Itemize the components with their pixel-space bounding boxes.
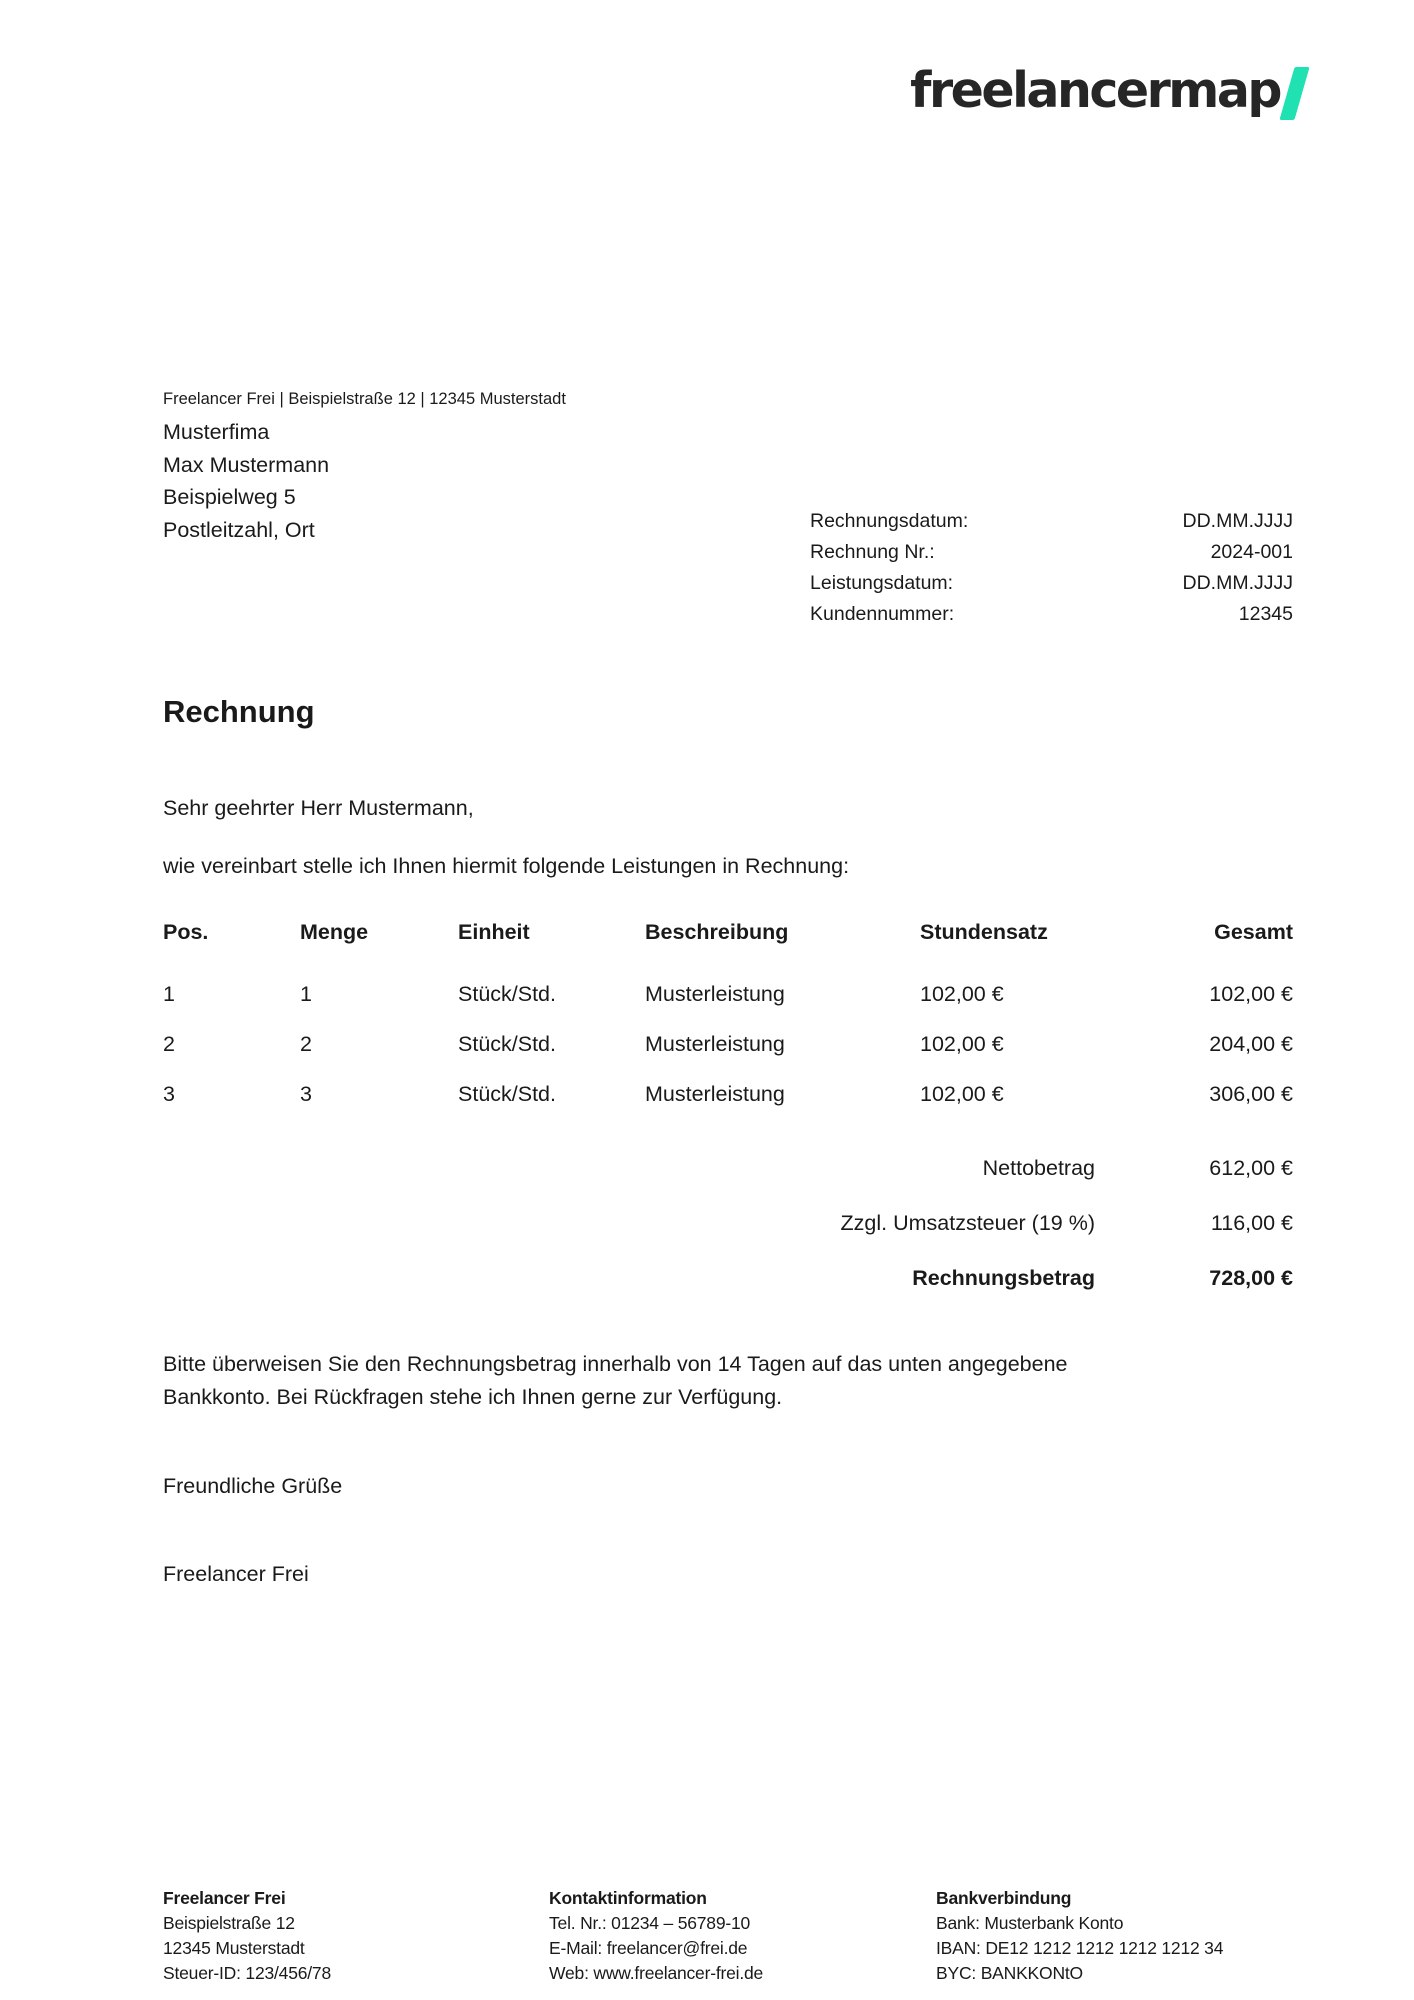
invoice-meta — [810, 510, 1293, 634]
table-cell: 1 — [300, 982, 312, 1006]
total-label: Nettobetrag — [982, 1156, 1095, 1180]
payment-note — [163, 1348, 1068, 1413]
total-value: 116,00 € — [1210, 1211, 1293, 1235]
table-cell: 102,00 € — [1209, 982, 1293, 1006]
meta-row — [810, 572, 1293, 603]
table-cell: 2 — [163, 1032, 175, 1056]
footer-line: E-Mail: freelancer@frei.de — [549, 1938, 748, 1958]
footer-column — [163, 1886, 549, 1986]
table-header-row — [163, 920, 1293, 945]
table-row — [163, 1082, 1293, 1107]
greeting-line: Sehr geehrter Herr Mustermann, — [163, 796, 474, 820]
total-label: Rechnungsbetrag — [912, 1266, 1095, 1290]
table-cell: 1 — [163, 982, 175, 1006]
table-header-cell: Pos. — [163, 920, 209, 944]
total-label: Zzgl. Umsatzsteuer (19 %) — [840, 1211, 1095, 1235]
table-header-cell: Menge — [300, 920, 369, 944]
meta-row — [810, 603, 1293, 634]
meta-label: Rechnungsdatum: — [810, 510, 969, 532]
table-cell: Musterleistung — [645, 1032, 785, 1056]
table-row — [163, 1032, 1293, 1057]
table-cell: 3 — [163, 1082, 175, 1106]
footer-line: Tel. Nr.: 01234 – 56789-10 — [549, 1913, 751, 1933]
meta-value: DD.MM.JJJJ — [1182, 510, 1293, 532]
total-row — [163, 1156, 1293, 1181]
table-cell: 204,00 € — [1209, 1032, 1293, 1056]
sender-return-line: Freelancer Frei | Beispielstraße 12 | 12345 Musterstadt — [163, 390, 566, 408]
table-cell: 102,00 € — [920, 1032, 1004, 1056]
meta-value: 12345 — [1238, 603, 1293, 625]
payment-note-line: Bitte überweisen Sie den Rechnungsbetrag innerhalb von 14 Tagen auf das unten angegebene — [163, 1352, 1068, 1376]
footer-line: BYC: BANKKONtO — [936, 1963, 1083, 1983]
table-cell: 3 — [300, 1082, 312, 1106]
footer-line: Steuer-ID: 123/456/78 — [163, 1963, 331, 1983]
closing-line: Freundliche Grüße — [163, 1474, 343, 1498]
footer-column-title: Bankverbindung — [936, 1888, 1072, 1908]
table-cell: 2 — [300, 1032, 312, 1056]
table-row — [163, 982, 1293, 1007]
table-cell: Musterleistung — [645, 982, 785, 1006]
recipient-name: Max Mustermann — [163, 452, 330, 477]
intro-line: wie vereinbart stelle ich Ihnen hiermit folgende Leistungen in Rechnung: — [163, 854, 850, 878]
payment-note-line: Bankkonto. Bei Rückfragen stehe ich Ihnen gerne zur Verfügung. — [163, 1384, 783, 1409]
line-items-table — [163, 920, 1293, 1132]
footer-line: 12345 Musterstadt — [163, 1938, 305, 1958]
page-footer — [163, 1886, 1314, 1986]
total-row — [163, 1266, 1293, 1291]
total-value: 612,00 € — [1209, 1156, 1293, 1180]
freelancermap-logo — [910, 58, 1302, 124]
logo-text: freelancermap — [910, 62, 1280, 119]
table-cell: 102,00 € — [920, 1082, 1004, 1106]
footer-column — [936, 1886, 1314, 1986]
table-cell: Stück/Std. — [458, 982, 556, 1006]
footer-column-title: Freelancer Frei — [163, 1888, 286, 1908]
meta-label: Kundennummer: — [810, 603, 955, 625]
meta-label: Rechnung Nr.: — [810, 541, 935, 563]
table-header-cell: Gesamt — [1214, 920, 1293, 944]
footer-column-title: Kontaktinformation — [549, 1888, 707, 1908]
total-value: 728,00 € — [1209, 1266, 1293, 1290]
footer-line: Web: www.freelancer-frei.de — [549, 1963, 764, 1983]
table-header-cell: Stundensatz — [920, 920, 1048, 944]
document-title: Rechnung — [163, 694, 315, 729]
table-cell: 306,00 € — [1209, 1082, 1293, 1106]
table-cell: Musterleistung — [645, 1082, 785, 1106]
recipient-city: Postleitzahl, Ort — [163, 517, 315, 542]
recipient-address — [163, 416, 329, 546]
table-cell: Stück/Std. — [458, 1082, 556, 1106]
table-cell: 102,00 € — [920, 982, 1004, 1006]
recipient-street: Beispielweg 5 — [163, 485, 296, 509]
footer-line: IBAN: DE12 1212 1212 1212 1212 34 — [936, 1938, 1224, 1958]
footer-column — [549, 1886, 936, 1986]
table-header-cell: Beschreibung — [645, 920, 789, 944]
footer-line: Bank: Musterbank Konto — [936, 1913, 1124, 1933]
table-header-cell: Einheit — [458, 920, 530, 944]
meta-row — [810, 541, 1293, 572]
totals-section — [163, 1156, 1293, 1321]
total-row — [163, 1211, 1293, 1236]
footer-line: Beispielstraße 12 — [163, 1913, 295, 1933]
meta-value: DD.MM.JJJJ — [1182, 572, 1293, 594]
meta-row — [810, 510, 1293, 541]
meta-value: 2024-001 — [1210, 541, 1293, 563]
meta-label: Leistungsdatum: — [810, 572, 954, 594]
recipient-company: Musterfima — [163, 420, 270, 444]
signature-name: Freelancer Frei — [163, 1562, 309, 1586]
table-cell: Stück/Std. — [458, 1032, 556, 1056]
logo-slash-icon — [1279, 67, 1309, 120]
